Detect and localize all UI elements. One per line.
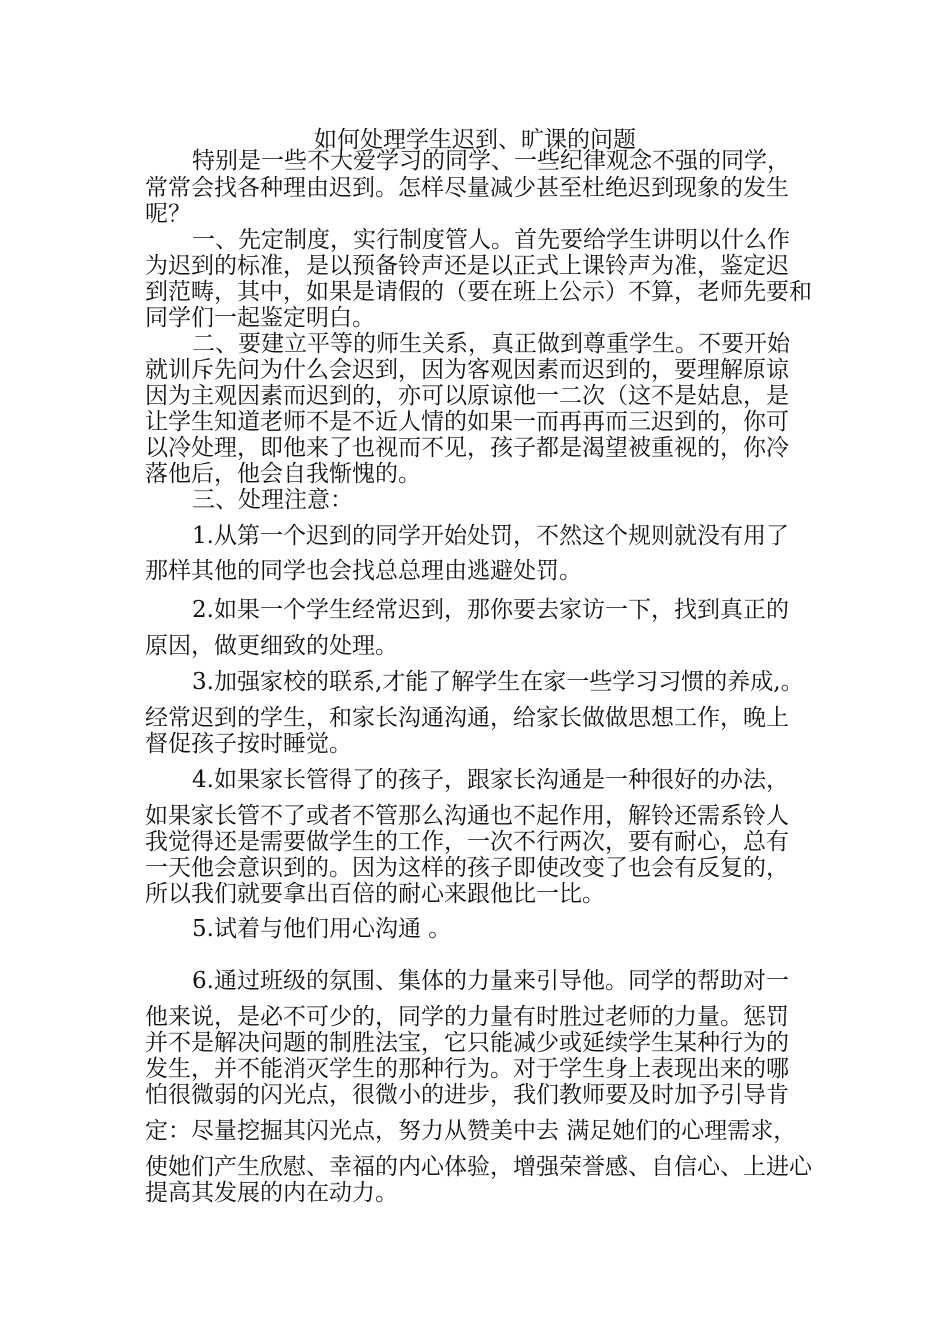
text-line: 就训斥先问为什么会迟到，因为客观因素而迟到的，要理解原谅 bbox=[145, 357, 789, 383]
text-line: 三、处理注意： bbox=[192, 487, 353, 513]
text-line: 3.加强家校的联系,才能了解学生在家一些学习习惯的养成,。 bbox=[192, 669, 804, 695]
text-line: 1.从第一个迟到的同学开始处罚，不然这个规则就没有用了 bbox=[192, 523, 789, 549]
text-line: 他来说，是必不可少的，同学的力量有时胜过老师的力量。惩罚 bbox=[145, 1004, 789, 1030]
text-line: 因为主观因素而迟到的，亦可以原谅他一二次（这不是姑息，是 bbox=[145, 383, 789, 409]
text-line: 那样其他的同学也会找总总理由逃避处罚。 bbox=[145, 558, 582, 584]
text-line: 呢？ bbox=[145, 201, 191, 227]
text-line: 如果家长管不了或者不管那么沟通也不起作用，解铃还需系铃人 bbox=[145, 803, 789, 829]
text-line: 同学们一起鉴定明白。 bbox=[145, 305, 375, 331]
text-line: 原因，做更细致的处理。 bbox=[145, 633, 398, 659]
text-line: 4.如果家长管得了的孩子，跟家长沟通是一种很好的办法， bbox=[192, 767, 789, 793]
text-line: 让学生知道老师不是不近人情的如果一而再再而三迟到的，你可 bbox=[145, 409, 789, 435]
text-line: 一、先定制度，实行制度管人。首先要给学生讲明以什么作 bbox=[192, 227, 790, 253]
text-line: 提高其发展的内在动力。 bbox=[145, 1180, 398, 1206]
text-line: 并不是解决问题的制胜法宝，它只能减少或延续学生某种行为的 bbox=[145, 1030, 789, 1056]
text-line: 定：尽量挖掘其闪光点，努力从赞美中去 满足她们的心理需求， bbox=[145, 1118, 797, 1144]
text-line: 使她们产生欣慰、幸福的内心体验，增强荣誉感、自信心、上进心 bbox=[145, 1154, 812, 1180]
document-title: 如何处理学生迟到、旷课的问题 bbox=[314, 127, 636, 153]
text-line: 二、要建立平等的师生关系，真正做到尊重学生。不要开始 bbox=[192, 331, 790, 357]
text-line: 怕很微弱的闪光点，很微小的进步，我们教师要及时加予引导肯 bbox=[145, 1082, 789, 1108]
text-line: 以冷处理，即他来了也视而不见，孩子都是渴望被重视的，你冷 bbox=[145, 435, 789, 461]
text-line: 为迟到的标准，是以预备铃声还是以正式上课铃声为准，鉴定迟 bbox=[145, 253, 789, 279]
text-line: 一天他会意识到的。因为这样的孩子即使改变了也会有反复的， bbox=[145, 855, 789, 881]
text-line: 发生，并不能消灭学生的那种行为。对于学生身上表现出来的哪 bbox=[145, 1056, 789, 1082]
text-line: 6.通过班级的氛围、集体的力量来引导他。同学的帮助对一 bbox=[192, 968, 789, 994]
text-line: 到范畴，其中，如果是请假的（要在班上公示）不算，老师先要和 bbox=[145, 279, 812, 305]
text-line: 特别是一些不大爱学习的同学、一些纪律观念不强的同学， bbox=[192, 148, 790, 174]
text-line: 2.如果一个学生经常迟到，那你要去家访一下，找到真正的 bbox=[192, 597, 789, 623]
text-line: 落他后，他会自我惭愧的。 bbox=[145, 461, 421, 487]
text-line: 5.试着与他们用心沟通 。 bbox=[192, 916, 452, 942]
text-line: 所以我们就要拿出百倍的耐心来跟他比一比。 bbox=[145, 881, 605, 907]
text-line: 我觉得还是需要做学生的工作，一次不行两次，要有耐心，总有 bbox=[145, 829, 789, 855]
text-line: 督促孩子按时睡觉。 bbox=[145, 731, 352, 757]
text-line: 常常会找各种理由迟到。怎样尽量减少甚至杜绝迟到现象的发生 bbox=[145, 175, 789, 201]
text-line: 经常迟到的学生，和家长沟通沟通，给家长做做思想工作，晚上 bbox=[145, 705, 789, 731]
